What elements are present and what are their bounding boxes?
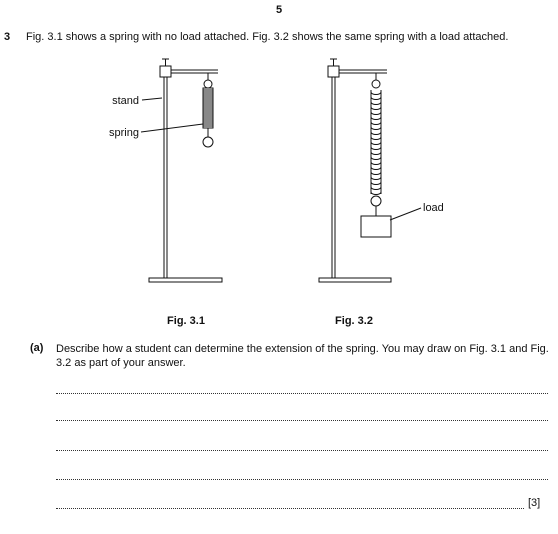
fig1-spring [203, 88, 213, 128]
part-a-text: Describe how a student can determine the extension of the spring. You may draw on Fig. 3.1 and Fig. 3.2 as part of your answer. [56, 343, 549, 369]
answer-line-3[interactable] [56, 450, 548, 451]
fig1-label-spring: spring [109, 127, 139, 139]
question-intro: Fig. 3.1 shows a spring with no load attached. Fig. 3.2 shows the same spring with a load attached. [26, 31, 509, 43]
fig1-label-stand: stand [112, 95, 139, 107]
fig-3-2 [319, 59, 421, 282]
answer-line-1[interactable] [56, 393, 548, 394]
part-a-label: (a) [30, 342, 44, 354]
fig2-load-mass [361, 216, 391, 237]
fig2-stand-base [319, 278, 391, 282]
fig1-spring-leader [141, 124, 203, 132]
fig1-stand-base [149, 278, 222, 282]
question-number: 3 [4, 31, 11, 43]
fig-3-1 [141, 59, 222, 282]
fig2-load-leader [390, 208, 421, 220]
answer-line-5[interactable] [56, 508, 524, 509]
fig2-hook-ring [372, 80, 380, 88]
fig1-hook-ring [204, 80, 212, 88]
page-number: 5 [275, 4, 283, 16]
answer-line-4[interactable] [56, 479, 548, 480]
fig2-label-load: load [423, 202, 444, 214]
fig2-clamp-boss [328, 66, 339, 77]
fig2-spring-end-ring [371, 196, 381, 206]
fig2-spring [371, 90, 381, 195]
fig1-clamp-boss [160, 66, 171, 77]
answer-line-2[interactable] [56, 420, 548, 421]
fig1-spring-end-ring [203, 137, 213, 147]
marks-indicator: [3] [528, 497, 541, 509]
fig2-caption: Fig. 3.2 [335, 315, 373, 327]
fig1-caption: Fig. 3.1 [167, 315, 205, 327]
fig1-stand-leader [142, 98, 162, 100]
